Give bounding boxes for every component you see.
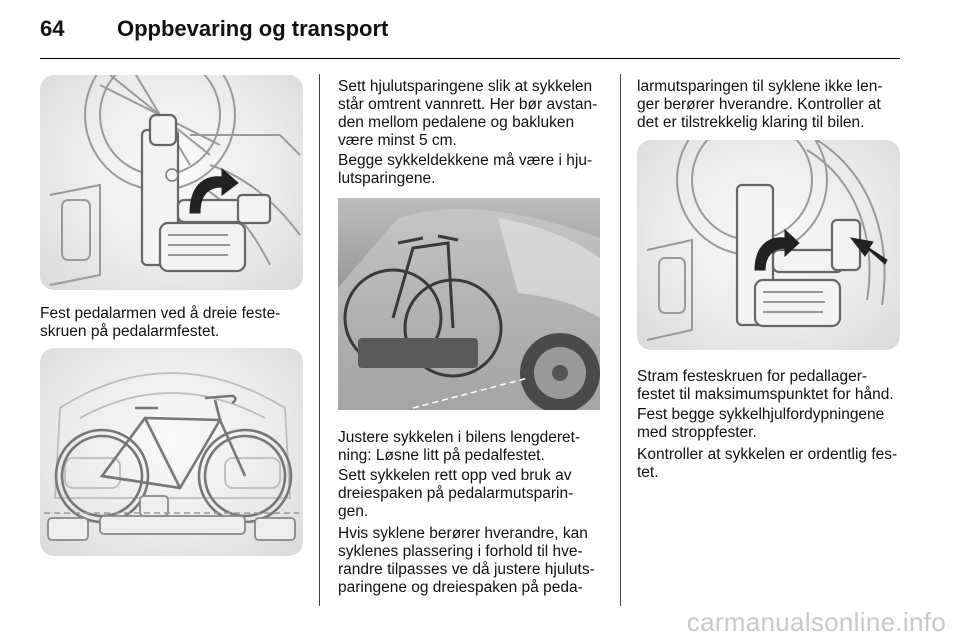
text-set-bike-upright: Sett sykkelen rett opp ved bruk av dreiespaken på pedalarmutsparin- gen. xyxy=(338,467,574,520)
text-both-tyres: Begge sykkeldekkene må være i hju- lutsparingene. xyxy=(338,152,593,187)
header-rule xyxy=(40,58,900,59)
page-number: 64 xyxy=(40,16,65,41)
pedal-lock-illustration xyxy=(637,140,900,350)
text-check-secured: Kontroller at sykkelen er ordentlig fes- tet. xyxy=(637,446,898,481)
page-title: Oppbevaring og transport xyxy=(117,16,389,41)
pedal-clamp-illustration xyxy=(40,75,303,290)
column-divider-2 xyxy=(620,74,621,606)
watermark: carmanualsonline.info xyxy=(686,607,946,637)
text-wheel-recesses: Sett hjulutsparingene slik at sykkelen står omtrent vannrett. Her bør avstan- den mellom pedalene og bakluken være minst 5 cm. xyxy=(338,78,598,149)
text-fasten-wheel-recesses: Fest begge sykkelhjulfordypningene med stroppfester. xyxy=(637,406,885,441)
text-clearance: larmutsparingen til syklene ikke len- ger berører hverandre. Kontroller at det er tilstrekkelig klaring til bilen. xyxy=(637,78,883,131)
caption-pedal-arm: Fest pedalarmen ved å dreie feste- skruen på pedalarmfestet. xyxy=(40,305,281,340)
bike-on-car-photo xyxy=(338,198,600,410)
text-adjust-longitudinal: Justere sykkelen i bilens lengderet- ning: Løsne litt på pedalfestet. xyxy=(338,429,581,464)
bike-on-carrier-illustration xyxy=(40,348,303,556)
text-bikes-touching: Hvis syklene berører hverandre, kan syklenes plassering i forhold til hve- randre tilpasses ve då justere hjuluts- paringene og dreiespaken på peda- xyxy=(338,525,595,596)
text-tighten-screw: Stram festeskruen for pedallager- festet til maksimumspunktet for hånd. xyxy=(637,368,894,403)
column-divider-1 xyxy=(319,74,320,606)
